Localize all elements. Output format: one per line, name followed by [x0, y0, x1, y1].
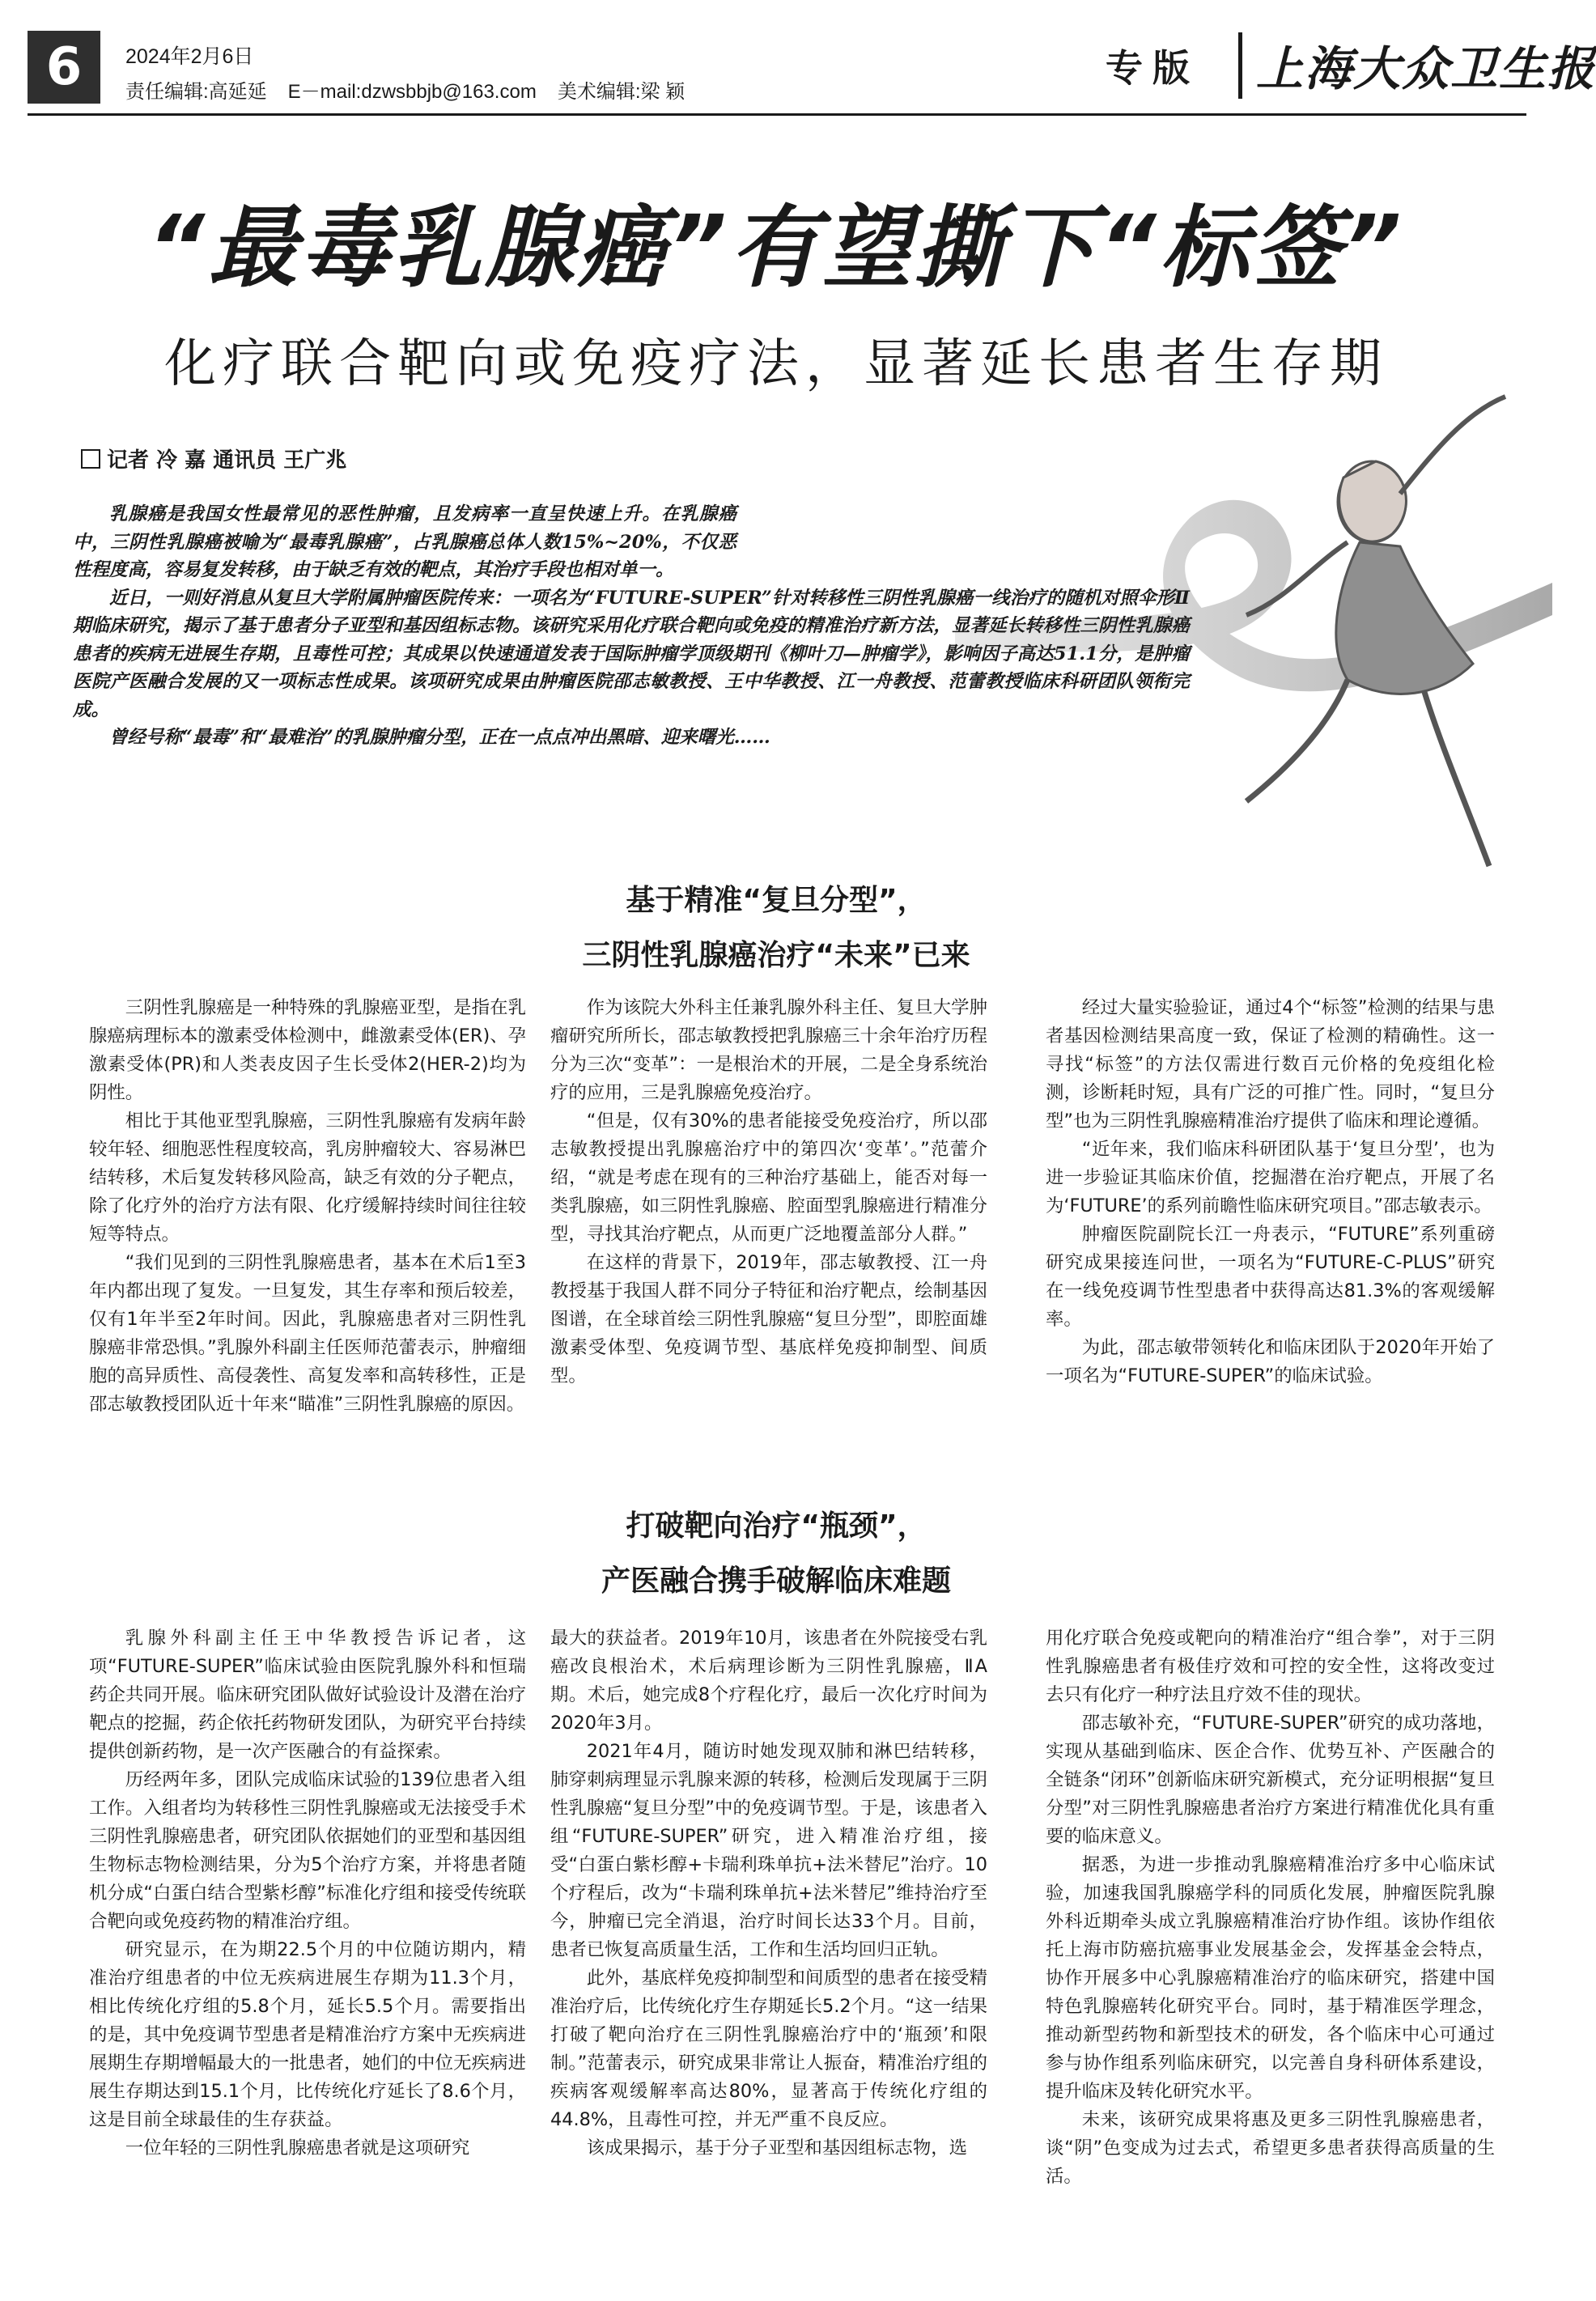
article-subtitle: 化疗联合靶向或免疫疗法，显著延长患者生存期 — [164, 334, 1388, 394]
intro-paragraph: 乳腺癌是我国女性最常见的恶性肿瘤，且发病率一直呈快速上升。在乳腺癌中，三阴性乳腺癌被喻为“最毒乳腺癌”，占乳腺癌总体人数15%~20%，不仅恶性程度高，容易复发转移，由于缺乏有效的靶点，其治疗手段也相对单一。 — [73, 503, 736, 580]
section1-heading — [0, 878, 1552, 979]
paragraph: 该成果揭示，基于分子亚型和基因组标志物，选 — [586, 2138, 967, 2159]
paragraph: 未来，该研究成果将惠及更多三阴性乳腺癌患者，谈“阴”色变成为过去式，希望更多患者获得高质量的生活。 — [1046, 2109, 1495, 2187]
section2-column-1 — [89, 1624, 526, 2163]
paragraph: 2021年4月，随访时她发现双肺和淋巴结转移，肺穿刺病理显示乳腺来源的转移，检测后发现属于三阴性乳腺癌“复旦分型”中的免疫调节型。于是，该患者入组“FUTURE-SUPER”研究，进入精准治疗组，接受“白蛋白紫杉醇+卡瑞利珠单抗+法米替尼”治疗。10个疗程后，改为“卡瑞利珠单抗+法米替尼”维持治疗至今，肿瘤已完全消退，治疗时间长达33个月。目前，患者已恢复高质量生活，工作和生活均回归正轨。 — [550, 1741, 987, 1960]
paragraph: 肿瘤医院副院长江一舟表示，“FUTURE”系列重磅研究成果接连问世，一项名为“FUTURE-C-PLUS”研究在一线免疫调节性型患者中获得高达81.3%的客观缓解率。 — [1046, 1224, 1495, 1330]
section2-column-2 — [550, 1624, 987, 2163]
section1-column-1 — [89, 994, 526, 1419]
section1-column-3 — [1046, 994, 1495, 1390]
editor-line — [125, 75, 706, 104]
header-rule — [28, 113, 1526, 116]
byline-box-icon — [81, 449, 100, 469]
section1-column-2 — [550, 994, 987, 1390]
paragraph: 经过大量实验验证，通过4个“标签”检测的结果与患者基因检测结果高度一致，保证了检测的精确性。这一寻找“标签”的方法仅需进行数百元价格的免疫组化检测，诊断耗时短，具有广泛的可推广性。同时，“复旦分型”也为三阴性乳腺癌精准治疗提供了临床和理论遵循。 — [1046, 997, 1495, 1131]
section1-heading-line1: 基于精准“复旦分型”， — [626, 884, 927, 917]
issue-date: 2024年2月6日 — [125, 45, 254, 68]
intro-paragraph: 近日，一则好消息从复旦大学附属肿瘤医院传来：一项名为“FUTURE-SUPER”针对转移性三阴性乳腺癌一线治疗的随机对照伞形Ⅱ期临床研究，揭示了基于患者分子亚型和基因组标志物。该研究采用化疗联合靶向或免疫的精准治疗新方法，显著延长转移性三阴性乳腺癌患者的疾病无进展生存期，且毒性可控；其成果以快速通道发表于国际肿瘤学顶级期刊《柳叶刀—肿瘤学》，影响因子高达51.1分，是肿瘤医院产医融合发展的又一项标志性成果。该项研究成果由肿瘤医院邵志敏教授、王中华教授、江一舟教授、范蕾教授临床科研团队领衔完成。 — [73, 587, 1190, 720]
responsible-editor: 责任编辑:高延延 — [125, 81, 267, 103]
paragraph: 用化疗联合免疫或靶向的精准治疗“组合拳”，对于三阴性乳腺癌患者有极佳疗效和可控的安全性，这将改变过去只有化疗一种疗法且疗效不佳的现状。 — [1046, 1628, 1495, 1705]
section2-heading-line2: 产医融合携手破解临床难题 — [601, 1564, 951, 1598]
art-editor: 美术编辑:梁 颖 — [557, 81, 686, 103]
page-number: 6 — [28, 31, 100, 104]
article-title: “最毒乳腺癌”有望撕下“标签” — [147, 196, 1405, 299]
paragraph: 三阴性乳腺癌是一种特殊的乳腺癌亚型，是指在乳腺癌病理标本的激素受体检测中，雌激素受体(ER)、孕激素受体(PR)和人类表皮因子生长受体2(HER-2)均为阴性。 — [89, 997, 526, 1103]
paragraph: 邵志敏补充，“FUTURE-SUPER”研究的成功落地，实现从基础到临床、医企合作、优势互补、产医融合的全链条“闭环”创新临床研究新模式，充分证明根据“复旦分型”对三阴性乳腺癌患者治疗方案进行精准优化具有重要的临床意义。 — [1046, 1713, 1495, 1847]
section-label: 专版 — [1106, 46, 1199, 90]
paragraph: “我们见到的三阴性乳腺癌患者，基本在术后1至3年内都出现了复发。一旦复发，其生存率和预后较差，仅有1年半至2年时间。因此，乳腺癌患者对三阴性乳腺癌非常恐惧。”乳腺外科副主任医师范蕾表示，肿瘤细胞的高异质性、高侵袭性、高复发率和高转移性，正是邵志敏教授团队近十年来“瞄准”三阴性乳腺癌的原因。 — [89, 1252, 526, 1415]
intro-block — [73, 500, 1190, 752]
byline-text: 记者 冷 嘉 通讯员 王广兆 — [107, 448, 347, 473]
paragraph: 研究显示，在为期22.5个月的中位随访期内，精准治疗组患者的中位无疾病进展生存期为11.3个月，相比传统化疗组的5.8个月，延长5.5个月。需要指出的是，其中免疫调节型患者是精准治疗方案中无疾病进展期生存期增幅最大的一批患者，她们的中位无疾病进展生存期达到15.1个月，比传统化疗延长了8.6个月，这是目前全球最佳的生存获益。 — [89, 1939, 526, 2130]
paragraph: “但是，仅有30%的患者能接受免疫治疗，所以邵志敏教授提出乳腺癌治疗中的第四次‘变革’。”范蕾介绍，“就是考虑在现有的三种治疗基础上，能否对每一类乳腺癌，如三阴性乳腺癌、腔面型乳腺癌进行精准分型，寻找其治疗靶点，从而更广泛地覆盖部分人群。” — [550, 1110, 987, 1245]
paragraph: 在这样的背景下，2019年，邵志敏教授、江一舟教授基于我国人群不同分子特征和治疗靶点，绘制基因图谱，在全球首绘三阴性乳腺癌“复旦分型”，即腔面雄激素受体型、免疫调节型、基底样免疫抑制型、间质型。 — [550, 1252, 987, 1386]
intro-paragraph: 曾经号称“最毒”和“最难治”的乳腺肿瘤分型，正在一点点冲出黑暗、迎来曙光…… — [109, 727, 770, 748]
paragraph: 此外，基底样免疫抑制型和间质型的患者在接受精准治疗后，比传统化疗生存期延长5.2个月。“这一结果打破了靶向治疗在三阴性乳腺癌治疗中的‘瓶颈’和限制。”范蕾表示，研究成果非常让人振奋，精准治疗组的疾病客观缓解率高达80%，显著高于传统化疗组的44.8%，且毒性可控，并无严重不良反应。 — [550, 1968, 987, 2130]
paragraph: 作为该院大外科主任兼乳腺外科主任、复旦大学肿瘤研究所所长，邵志敏教授把乳腺癌三十余年治疗历程分为三次“变革”：一是根治术的开展，二是全身系统治疗的应用，三是乳腺癌免疫治疗。 — [550, 997, 987, 1103]
masthead-logo: 上海大众卫生报 — [1256, 41, 1596, 96]
editor-email: E－mail:dzwsbbjb@163.com — [287, 81, 537, 103]
section2-heading — [0, 1504, 1552, 1604]
paragraph: “近年来，我们临床科研团队基于‘复旦分型’，也为进一步验证其临床价值，挖掘潜在治疗靶点，开展了名为‘FUTURE’的系列前瞻性临床研究项目。”邵志敏表示。 — [1046, 1139, 1495, 1216]
paragraph: 乳腺外科副主任王中华教授告诉记者，这项“FUTURE-SUPER”临床试验由医院乳腺外科和恒瑞药企共同开展。临床研究团队做好试验设计及潜在治疗靶点的挖掘，药企依托药物研发团队，为研究平台持续提供创新药物，是一次产医融合的有益探索。 — [89, 1628, 526, 1762]
header-divider — [1238, 32, 1242, 99]
paragraph: 一位年轻的三阴性乳腺癌患者就是这项研究 — [125, 2138, 470, 2159]
byline — [81, 444, 346, 473]
paragraph: 为此，邵志敏带领转化和临床团队于2020年开始了一项名为“FUTURE-SUPER”的临床试验。 — [1046, 1337, 1495, 1386]
section2-column-3 — [1046, 1624, 1495, 2191]
paragraph: 历经两年多，团队完成临床试验的139位患者入组工作。入组者均为转移性三阴性乳腺癌或无法接受手术三阴性乳腺癌患者，研究团队依据她们的亚型和基因组生物标志物检测结果，分为5个治疗方案，并将患者随机分成“白蛋白结合型紫杉醇”标准化疗组和接受传统联合靶向或免疫药物的精准治疗组。 — [89, 1769, 526, 1932]
paragraph: 最大的获益者。2019年10月，该患者在外院接受右乳癌改良根治术，术后病理诊断为三阴性乳腺癌，ⅡA期。术后，她完成8个疗程化疗，最后一次化疗时间为2020年3月。 — [550, 1628, 987, 1734]
section2-heading-line1: 打破靶向治疗“瓶颈”， — [626, 1509, 927, 1543]
paragraph: 据悉，为进一步推动乳腺癌精准治疗多中心临床试验，加速我国乳腺癌学科的同质化发展，肿瘤医院乳腺外科近期牵头成立乳腺癌精准治疗协作组。该协作组依托上海市防癌抗癌事业发展基金会，发挥基金会特点，协作开展多中心乳腺癌精准治疗的临床研究，搭建中国特色乳腺癌转化研究平台。同时，基于精准医学理念，推动新型药物和新型技术的研发，各个临床中心可通过参与协作组系列临床研究，以完善自身科研体系建设，提升临床及转化研究水平。 — [1046, 1854, 1495, 2102]
paragraph: 相比于其他亚型乳腺癌，三阴性乳腺癌有发病年龄较年轻、细胞恶性程度较高，乳房肿瘤较大、容易淋巴结转移，术后复发转移风险高，缺乏有效的分子靶点，除了化疗外的治疗方法有限、化疗缓解持续时间往往较短等特点。 — [89, 1110, 526, 1245]
section1-heading-line2: 三阴性乳腺癌治疗“未来”已来 — [582, 939, 970, 972]
